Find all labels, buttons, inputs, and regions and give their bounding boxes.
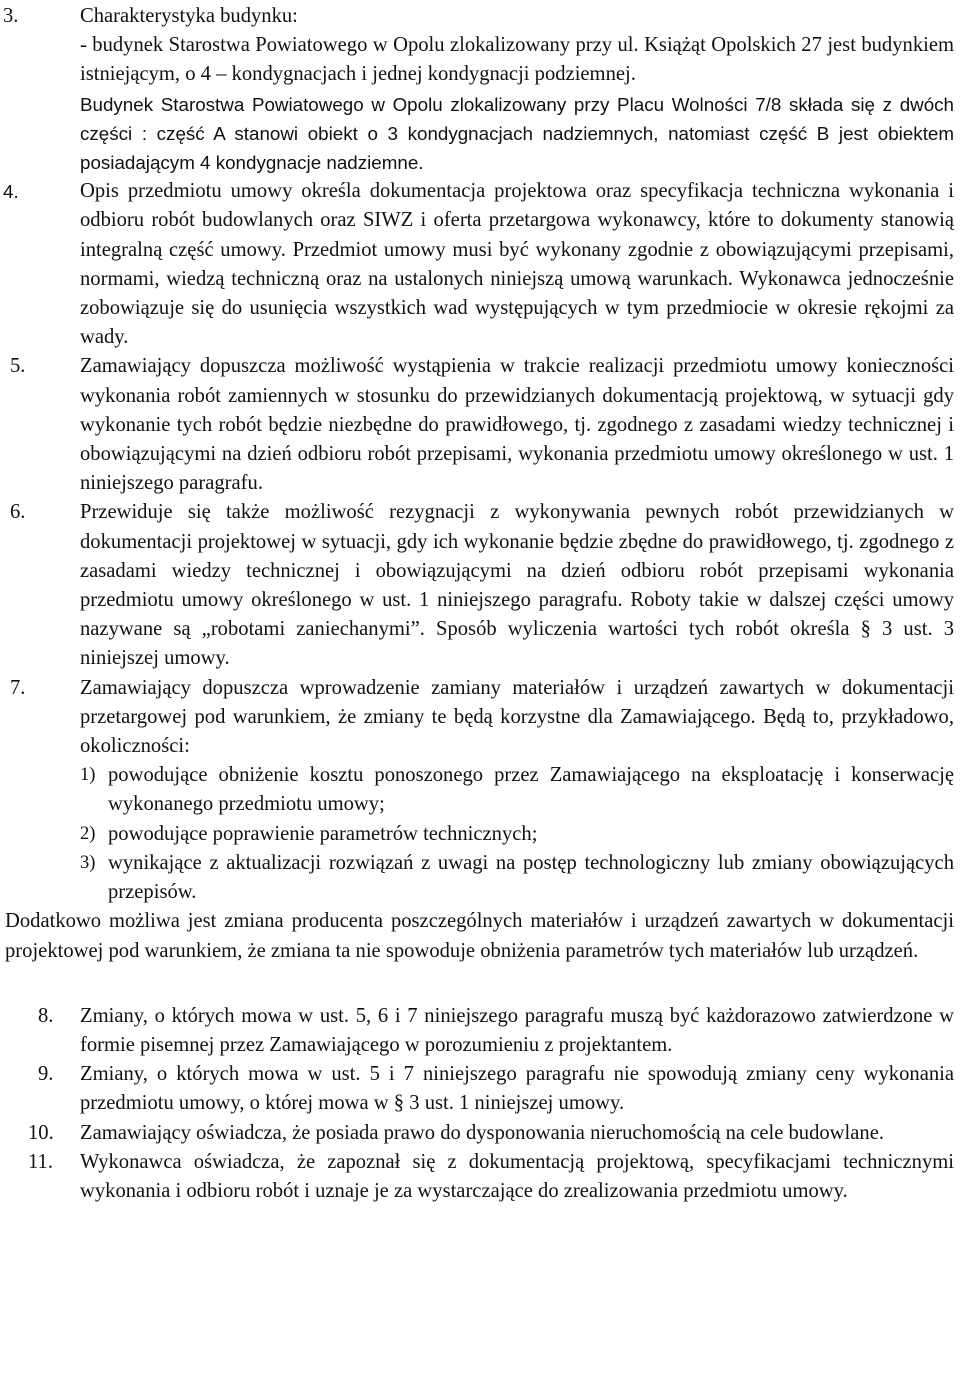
subitem-2	[0, 820, 960, 849]
clause-number: 7.	[10, 676, 26, 699]
clause-number: 10.	[28, 1121, 54, 1144]
clause-number: 11.	[28, 1150, 53, 1173]
clause-text: Zmiany, o których mowa w ust. 5, 6 i 7 niniejszego paragrafu muszą być każdorazowo zatwierdzone w formie pisemnej przez Zamawiającego w porozumieniu z projektantem.	[80, 1004, 954, 1056]
clause-number: 4.	[3, 181, 19, 203]
subitem-text: powodujące poprawienie parametrów technicznych;	[108, 822, 538, 845]
clause-10	[0, 1119, 960, 1148]
clause-text: Zamawiający dopuszcza wprowadzenie zamiany materiałów i urządzeń zawartych w dokumentacji przetargowej pod warunkiem, że zmiany te będą korzystne dla Zamawiającego. Będą to, przykładowo, okoliczności:	[80, 676, 954, 758]
clause-9	[0, 1060, 960, 1118]
clause-5	[0, 352, 960, 498]
clause-number: 6.	[10, 501, 26, 524]
clause-text: Zamawiający oświadcza, że posiada prawo do dysponowania nieruchomością na cele budowlane.	[80, 1121, 884, 1144]
clause-text: Zamawiający dopuszcza możliwość wystąpienia w trakcie realizacji przedmiotu umowy konieczności wykonania robót zamiennych w stosunku do przewidzianych dokumentacją projektową, w sytuacji gdy wykonanie tych robót będzie niezbędne do prawidłowego, tj. zgodnego z zasadami wiedzy technicznej i obowiązującymi na dzień odbioru robót przepisami, wykonania przedmiotu umowy określonego w ust. 1 niniejszego paragrafu.	[80, 355, 954, 495]
subitem-number: 3)	[80, 852, 96, 873]
subitem-text: powodujące obniżenie kosztu ponoszonego przez Zamawiającego na eksploatację i konserwację wykonanego przedmiotu umowy;	[108, 764, 954, 816]
clause-text: - budynek Starostwa Powiatowego w Opolu zlokalizowany przy ul. Książąt Opolskich 27 jest budynkiem istniejącym, o 4 – kondygnacjach i jednej kondygnacji podziemnej.	[80, 34, 954, 86]
clause-number: 9.	[38, 1063, 54, 1086]
clause-6	[0, 498, 960, 673]
clause-number: 3.	[3, 5, 19, 27]
additional-paragraph: Dodatkowo możliwa jest zmiana producenta poszczególnych materiałów i urządzeń zawartych w dokumentacji projektowej pod warunkiem, że zmiana ta nie spowoduje obniżenia parametrów tych materiałów lub urządzeń.	[5, 910, 954, 962]
subitem-text: wynikające z aktualizacji rozwiązań z uwagi na postęp technologiczny lub zmiany obowiązujących przepisów.	[108, 851, 954, 904]
clause-number: 5.	[10, 355, 26, 378]
clause-3	[0, 2, 960, 177]
clause-4	[0, 177, 960, 352]
clause-text: Zmiany, o których mowa w ust. 5 i 7 niniejszego paragrafu nie spowodują zmiany ceny wykonania przedmiotu umowy, o której mowa w § 3 ust. 1 niniejszej umowy.	[80, 1063, 954, 1115]
clause-text: Budynek Starostwa Powiatowego w Opolu zlokalizowany przy Placu Wolności 7/8 składa się z dwóch części : część A stanowi obiekt o 3 kondygnacjach nadziemnych, natomiast część B jest obiektem posiadającym 4 kondygnacje nadziemne.	[80, 93, 954, 174]
clause-8	[0, 1002, 960, 1060]
subitem-number: 2)	[80, 823, 96, 844]
clause-11	[0, 1148, 960, 1206]
clause-text: Wykonawca oświadcza, że zapoznał się z dokumentacją projektową, specyfikacjami technicznymi wykonania i odbioru robót i uznaje je za wystarczające do zrealizowania przedmiotu umowy.	[80, 1150, 954, 1202]
clause-7	[0, 674, 960, 762]
subitem-3	[0, 849, 960, 907]
clause-title: Charakterystyka budynku:	[80, 5, 298, 27]
clause-text: Opis przedmiotu umowy określa dokumentacja projektowa oraz specyfikacja techniczna wykonania i odbioru robót budowlanych oraz SIWZ i oferta przetargowa wykonawcy, które to dokumenty stanowią integralną część umowy. Przedmiot umowy musi być wykonany zgodnie z obowiązującymi przepisami, normami, wiedzą techniczną oraz na ustalonych niniejszą umową warunkach. Wykonawca jednocześnie zobowiązuje się do usunięcia wszystkich wad występujących w tym przedmiocie w okresie rękojmi za wady.	[80, 180, 954, 349]
clause-text: Przewiduje się także możliwość rezygnacji z wykonywania pewnych robót przewidzianych w dokumentacji projektowej w sytuacji, gdy ich wykonanie będzie zbędne do prawidłowego, tj. zgodnego z zasadami wiedzy technicznej i obowiązującymi na dzień odbioru robót przepisami wykonania przedmiotu umowy określonego w ust. 1 niniejszego paragrafu. Roboty takie w dalszej części umowy nazywane są „robotami zaniechanymi”. Sposób wyliczenia wartości tych robót określa § 3 ust. 3 niniejszej umowy.	[80, 501, 954, 670]
subitem-number: 1)	[80, 765, 96, 786]
clause-number: 8.	[38, 1004, 54, 1027]
subitem-1	[0, 761, 960, 819]
